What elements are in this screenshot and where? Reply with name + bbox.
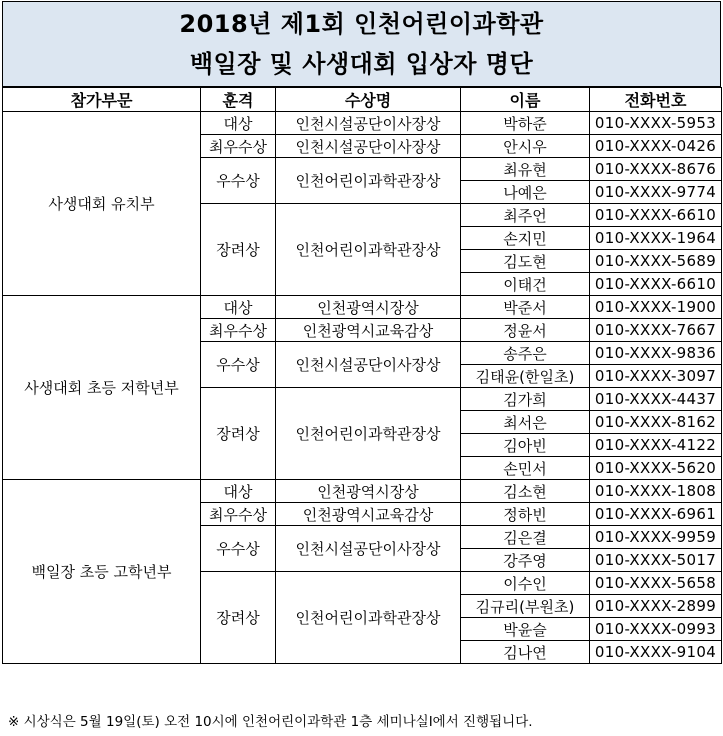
winner-name-cell: 이태건 [461, 273, 590, 296]
category-cell: 사생대회 유치부 [3, 112, 201, 296]
winner-name-cell: 김소현 [461, 480, 590, 503]
award-cell: 우수상 [201, 158, 276, 204]
column-header-phone: 전화번호 [590, 88, 722, 112]
winner-name-cell: 손민서 [461, 457, 590, 480]
phone-cell: 010-XXXX-8162 [590, 411, 722, 434]
award-cell: 대상 [201, 480, 276, 503]
winner-name-cell: 최주언 [461, 204, 590, 227]
prize-cell: 인천어린이과학관장상 [276, 204, 461, 296]
winner-name-cell: 박윤슬 [461, 618, 590, 641]
phone-cell: 010-XXXX-3097 [590, 365, 722, 388]
table-row [3, 480, 722, 503]
award-cell: 최우수상 [201, 319, 276, 342]
phone-cell: 010-XXXX-5953 [590, 112, 722, 135]
table-header-row [3, 88, 722, 112]
winner-name-cell: 김은결 [461, 526, 590, 549]
table-row [3, 296, 722, 319]
title-line-2: 백일장 및 사생대회 입상자 명단 [189, 50, 534, 78]
winner-name-cell: 강주영 [461, 549, 590, 572]
phone-cell: 010-XXXX-2899 [590, 595, 722, 618]
phone-cell: 010-XXXX-4122 [590, 434, 722, 457]
award-cell: 우수상 [201, 342, 276, 388]
phone-cell: 010-XXXX-9836 [590, 342, 722, 365]
prize-cell: 인천시설공단이사장상 [276, 526, 461, 572]
prize-cell: 인천광역시장상 [276, 296, 461, 319]
phone-cell: 010-XXXX-1808 [590, 480, 722, 503]
prize-cell: 인천광역시장상 [276, 480, 461, 503]
category-cell: 백일장 초등 고학년부 [3, 480, 201, 664]
prize-cell: 인천어린이과학관장상 [276, 388, 461, 480]
winner-name-cell: 박준서 [461, 296, 590, 319]
winner-name-cell: 이수인 [461, 572, 590, 595]
winners-table [2, 87, 722, 664]
winner-name-cell: 김가희 [461, 388, 590, 411]
winner-name-cell: 최서은 [461, 411, 590, 434]
phone-cell: 010-XXXX-0993 [590, 618, 722, 641]
column-header-award: 훈격 [201, 88, 276, 112]
phone-cell: 010-XXXX-5620 [590, 457, 722, 480]
winner-name-cell: 나예은 [461, 181, 590, 204]
phone-cell: 010-XXXX-1900 [590, 296, 722, 319]
winner-name-cell: 박하준 [461, 112, 590, 135]
phone-cell: 010-XXXX-5689 [590, 250, 722, 273]
prize-cell: 인천시설공단이사장상 [276, 135, 461, 158]
award-cell: 장려상 [201, 204, 276, 296]
category-cell: 사생대회 초등 저학년부 [3, 296, 201, 480]
document [2, 1, 721, 664]
phone-cell: 010-XXXX-8676 [590, 158, 722, 181]
phone-cell: 010-XXXX-9774 [590, 181, 722, 204]
winner-name-cell: 김규리(부원초) [461, 595, 590, 618]
column-header-prize: 수상명 [276, 88, 461, 112]
title-box [2, 1, 721, 87]
award-cell: 대상 [201, 296, 276, 319]
winner-name-cell: 최유현 [461, 158, 590, 181]
award-cell: 장려상 [201, 388, 276, 480]
winner-name-cell: 안시우 [461, 135, 590, 158]
phone-cell: 010-XXXX-1964 [590, 227, 722, 250]
table-row [3, 112, 722, 135]
winner-name-cell: 김도현 [461, 250, 590, 273]
winner-name-cell: 김나연 [461, 641, 590, 664]
phone-cell: 010-XXXX-6610 [590, 273, 722, 296]
title-line-1: 2018년 제1회 인천어린이과학관 [179, 10, 544, 38]
prize-cell: 인천시설공단이사장상 [276, 112, 461, 135]
prize-cell: 인천어린이과학관장상 [276, 158, 461, 204]
phone-cell: 010-XXXX-5017 [590, 549, 722, 572]
winner-name-cell: 송주은 [461, 342, 590, 365]
award-cell: 장려상 [201, 572, 276, 664]
award-cell: 우수상 [201, 526, 276, 572]
prize-cell: 인천시설공단이사장상 [276, 342, 461, 388]
phone-cell: 010-XXXX-4437 [590, 388, 722, 411]
phone-cell: 010-XXXX-9104 [590, 641, 722, 664]
winner-name-cell: 김태윤(한일초) [461, 365, 590, 388]
phone-cell: 010-XXXX-7667 [590, 319, 722, 342]
phone-cell: 010-XXXX-9959 [590, 526, 722, 549]
column-header-category: 참가부문 [3, 88, 201, 112]
phone-cell: 010-XXXX-6610 [590, 204, 722, 227]
column-header-name: 이름 [461, 88, 590, 112]
phone-cell: 010-XXXX-0426 [590, 135, 722, 158]
award-cell: 대상 [201, 112, 276, 135]
prize-cell: 인천광역시교육감상 [276, 503, 461, 526]
award-cell: 최우수상 [201, 135, 276, 158]
winner-name-cell: 손지민 [461, 227, 590, 250]
winner-name-cell: 정하빈 [461, 503, 590, 526]
winner-name-cell: 김아빈 [461, 434, 590, 457]
prize-cell: 인천어린이과학관장상 [276, 572, 461, 664]
phone-cell: 010-XXXX-5658 [590, 572, 722, 595]
footnote: ※ 시상식은 5월 19일(토) 오전 10시에 인천어린이과학관 1층 세미나실Ⅰ에서 진행됩니다. [8, 714, 533, 730]
table-body [3, 112, 722, 664]
award-cell: 최우수상 [201, 503, 276, 526]
winner-name-cell: 정윤서 [461, 319, 590, 342]
prize-cell: 인천광역시교육감상 [276, 319, 461, 342]
phone-cell: 010-XXXX-6961 [590, 503, 722, 526]
